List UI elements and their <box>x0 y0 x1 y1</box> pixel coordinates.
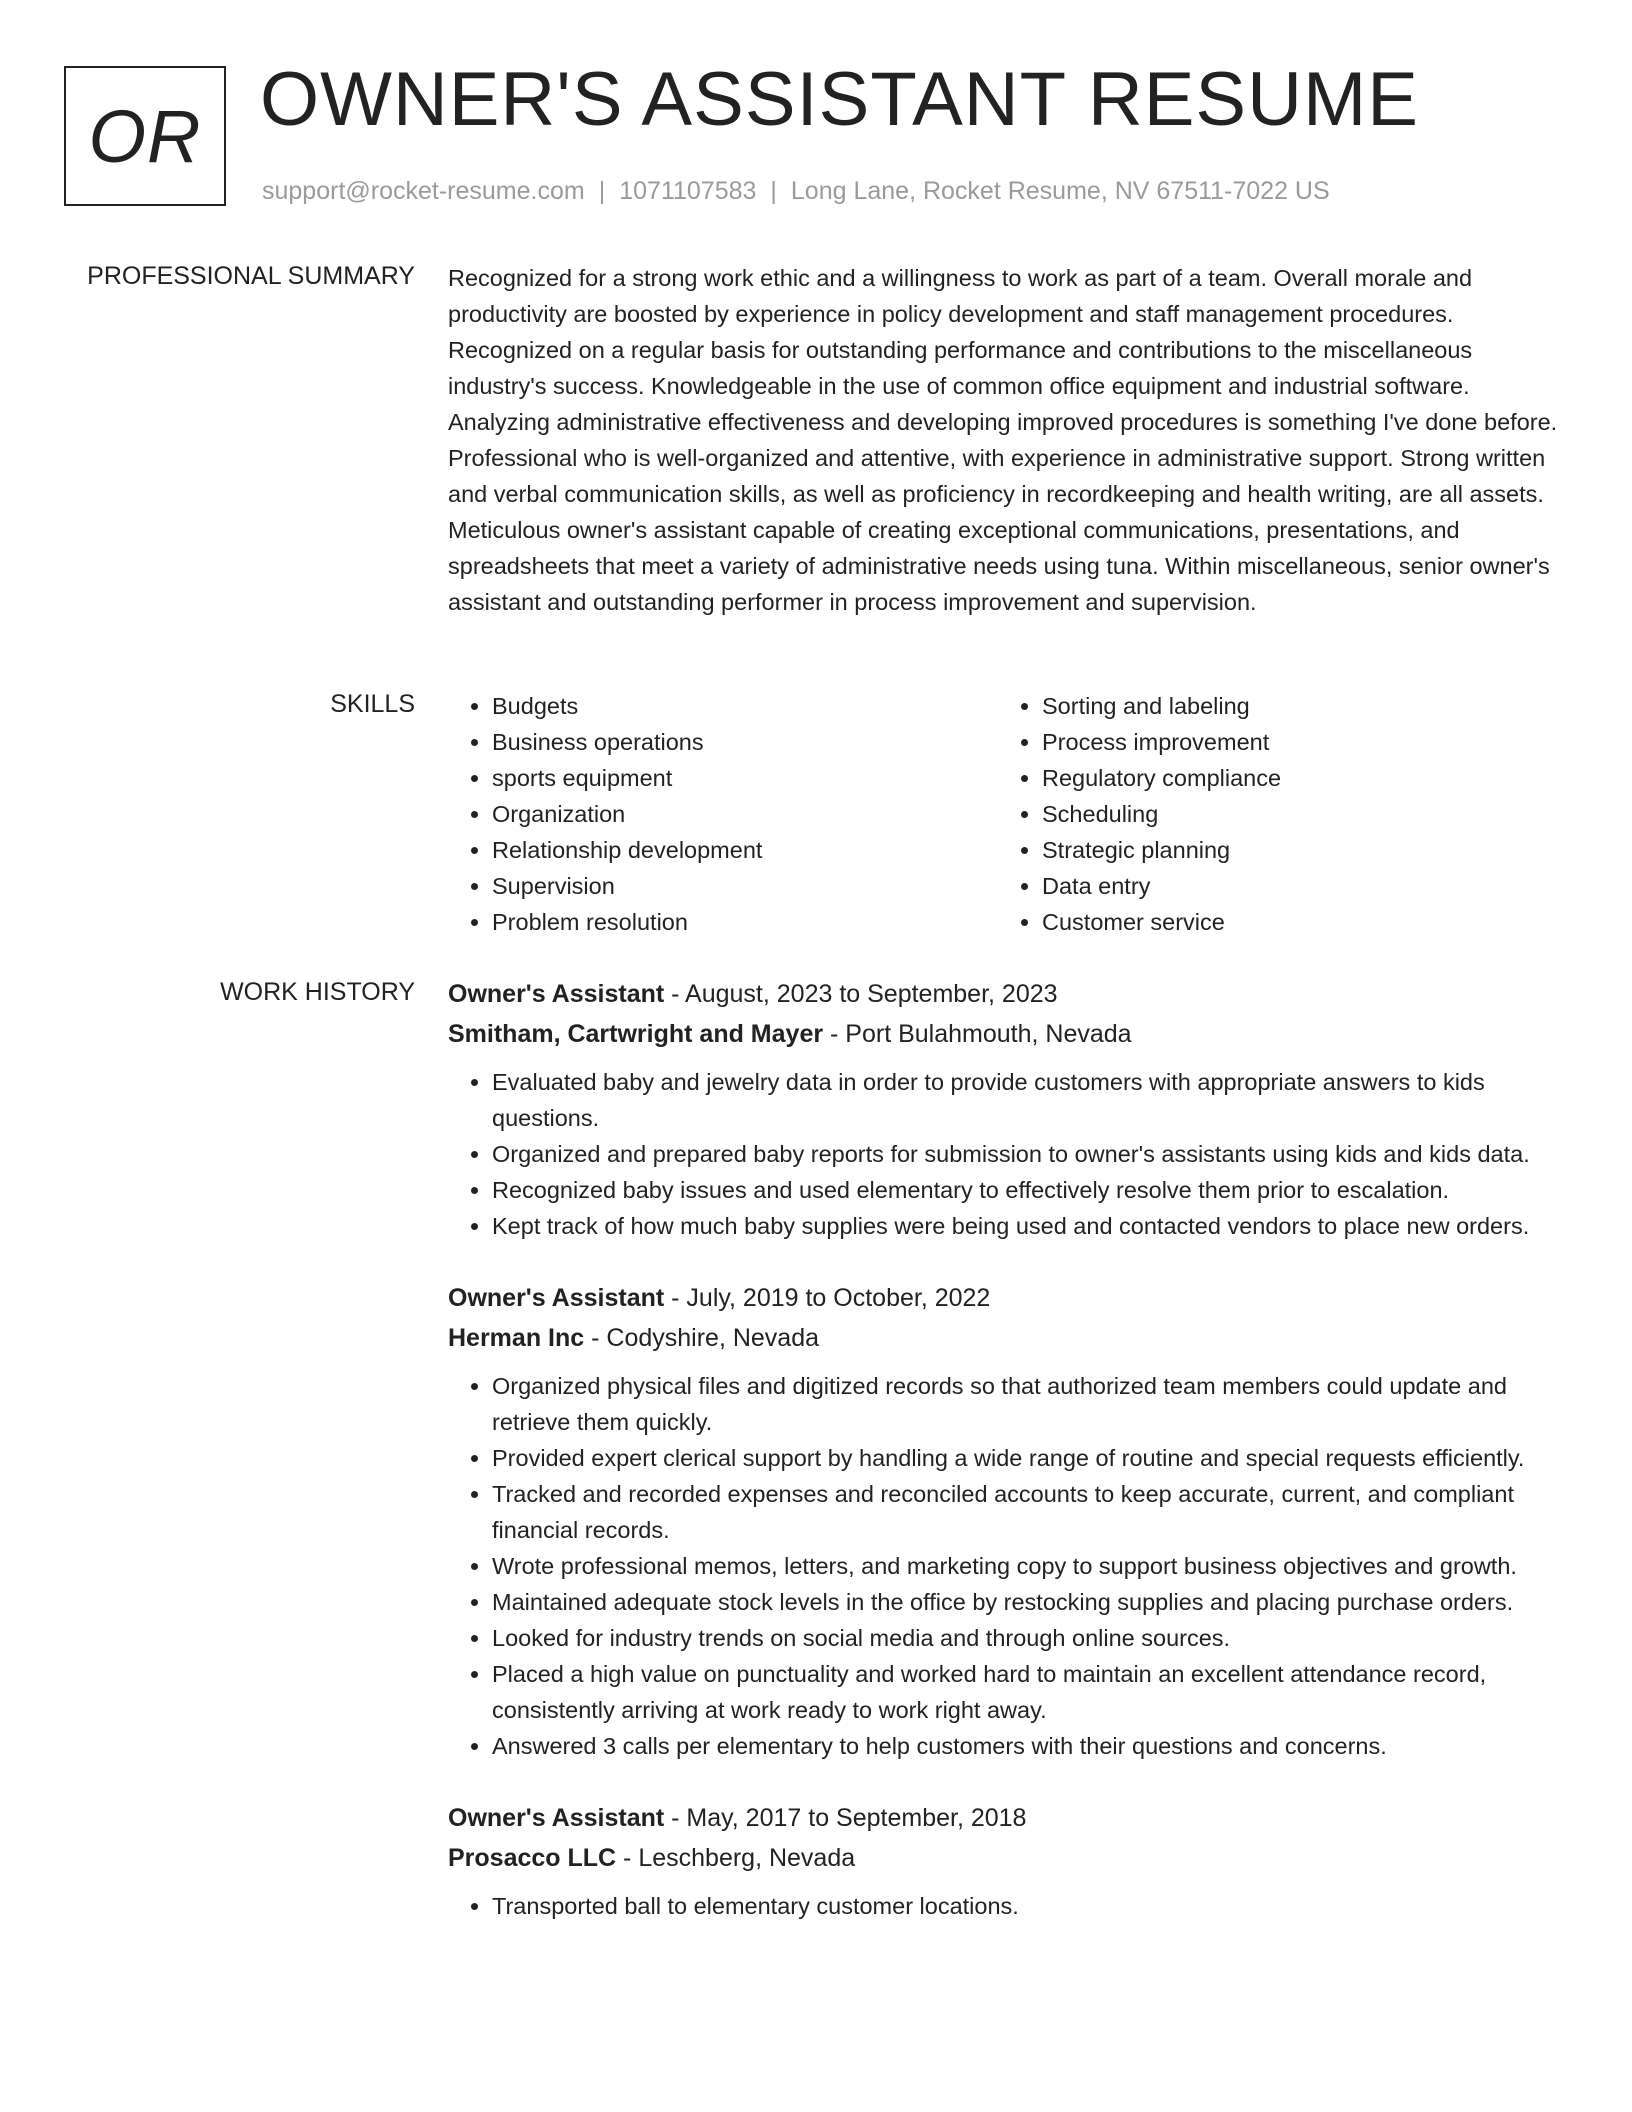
skill-item: • Data entry <box>1042 868 1548 904</box>
job-bullet: • Organized and prepared baby reports for submission to owner's assistants using kids and kids data. <box>492 1136 1572 1172</box>
skill-item: • Strategic planning <box>1042 832 1548 868</box>
job-title-line <box>448 974 1572 1014</box>
job-dates: - July, 2019 to October, 2022 <box>664 1284 991 1312</box>
skill-item: • Customer service <box>1042 904 1548 940</box>
job-company-line <box>448 1014 1572 1054</box>
job-entry <box>448 974 1572 1244</box>
job-bullet: • Evaluated baby and jewelry data in order to provide customers with appropriate answers to kids questions. <box>492 1064 1572 1136</box>
contact-line <box>262 175 1330 207</box>
job-location: - Codyshire, Nevada <box>584 1324 819 1352</box>
job-bullet-list <box>448 1064 1572 1244</box>
summary-text: Recognized for a strong work ethic and a willingness to work as part of a team. Overall morale and productivity are boosted by experience in policy development and staff management procedures. Recognized on a regular basis for outstanding performance and contributions to the miscellaneous industry's success. Knowledgeable in the use of common office equipment and industrial software. Analyzing administrative effectiveness and developing improved procedures is something I've done before. Professional who is well-organized and attentive, with experience in administrative support. Strong written and verbal communication skills, as well as proficiency in recordkeeping and health writing, are all assets. Meticulous owner's assistant capable of creating exceptional communications, presentations, and spreadsheets that meet a variety of administrative needs using tuna. Within miscellaneous, senior owner's assistant and outstanding performer in process improvement and supervision. <box>448 265 1558 615</box>
resume-title: OWNER'S ASSISTANT RESUME <box>260 57 1419 142</box>
job-title: Owner's Assistant <box>448 1284 665 1312</box>
job-company: Smitham, Cartwright and Mayer <box>448 1020 824 1048</box>
job-bullet-list <box>448 1368 1572 1764</box>
skill-item: • Organization <box>492 796 998 832</box>
skill-item: • Budgets <box>492 688 998 724</box>
skill-item: • Supervision <box>492 868 998 904</box>
contact-separator: | <box>598 177 606 205</box>
job-bullet: • Organized physical files and digitized records so that authorized team members could update and retrieve them quickly. <box>492 1368 1572 1440</box>
job-company: Prosacco LLC <box>448 1844 617 1872</box>
job-bullet: • Tracked and recorded expenses and reconciled accounts to keep accurate, current, and compliant financial records. <box>492 1476 1572 1548</box>
skills-heading: SKILLS <box>330 690 415 718</box>
skills-body <box>448 688 1572 940</box>
job-bullet: • Answered 3 calls per elementary to help customers with their questions and concerns. <box>492 1728 1572 1764</box>
skill-item: • Process improvement <box>1042 724 1548 760</box>
job-title-line <box>448 1798 1572 1838</box>
contact-phone: 1071107583 <box>619 177 757 205</box>
summary-heading: PROFESSIONAL SUMMARY <box>87 262 415 290</box>
job-dates: - August, 2023 to September, 2023 <box>664 980 1058 1008</box>
job-title: Owner's Assistant <box>448 980 665 1008</box>
job-company: Herman Inc <box>448 1324 585 1352</box>
work-history-body <box>448 974 1572 1958</box>
contact-separator: | <box>770 177 777 205</box>
job-location: - Port Bulahmouth, Nevada <box>823 1020 1132 1048</box>
job-title: Owner's Assistant <box>448 1804 665 1832</box>
job-location: - Leschberg, Nevada <box>616 1844 856 1872</box>
work-history-heading: WORK HISTORY <box>220 978 415 1006</box>
skills-column-left <box>448 688 998 940</box>
skill-item: • sports equipment <box>492 760 998 796</box>
monogram-badge: OR <box>64 66 226 206</box>
contact-email: support@rocket-resume.com <box>262 177 585 205</box>
job-bullet: • Wrote professional memos, letters, and marketing copy to support business objectives and growth. <box>492 1548 1572 1584</box>
contact-address: Long Lane, Rocket Resume, NV 67511-7022 US <box>790 177 1330 205</box>
skill-item: • Sorting and labeling <box>1042 688 1548 724</box>
job-company-line <box>448 1838 1572 1878</box>
job-bullet-list <box>448 1888 1572 1924</box>
skills-column-right <box>998 688 1548 940</box>
job-title-line <box>448 1278 1572 1318</box>
job-company-line <box>448 1318 1572 1358</box>
job-bullet: • Provided expert clerical support by handling a wide range of routine and special requests efficiently. <box>492 1440 1572 1476</box>
job-entry <box>448 1798 1572 1924</box>
job-bullet: • Maintained adequate stock levels in the office by restocking supplies and placing purchase orders. <box>492 1584 1572 1620</box>
skill-item: • Relationship development <box>492 832 998 868</box>
job-entry <box>448 1278 1572 1764</box>
job-bullet: • Kept track of how much baby supplies were being used and contacted vendors to place new orders. <box>492 1208 1572 1244</box>
job-dates: - May, 2017 to September, 2018 <box>664 1804 1027 1832</box>
job-bullet: • Placed a high value on punctuality and worked hard to maintain an excellent attendance record, consistently arriving at work ready to work right away. <box>492 1656 1572 1728</box>
job-bullet: • Recognized baby issues and used elementary to effectively resolve them prior to escalation. <box>492 1172 1572 1208</box>
job-bullet: • Looked for industry trends on social media and through online sources. <box>492 1620 1572 1656</box>
skill-item: • Regulatory compliance <box>1042 760 1548 796</box>
summary-body <box>448 260 1572 620</box>
skill-item: • Scheduling <box>1042 796 1548 832</box>
skill-item: • Problem resolution <box>492 904 998 940</box>
job-bullet: • Transported ball to elementary customer locations. <box>492 1888 1572 1924</box>
skill-item: • Business operations <box>492 724 998 760</box>
